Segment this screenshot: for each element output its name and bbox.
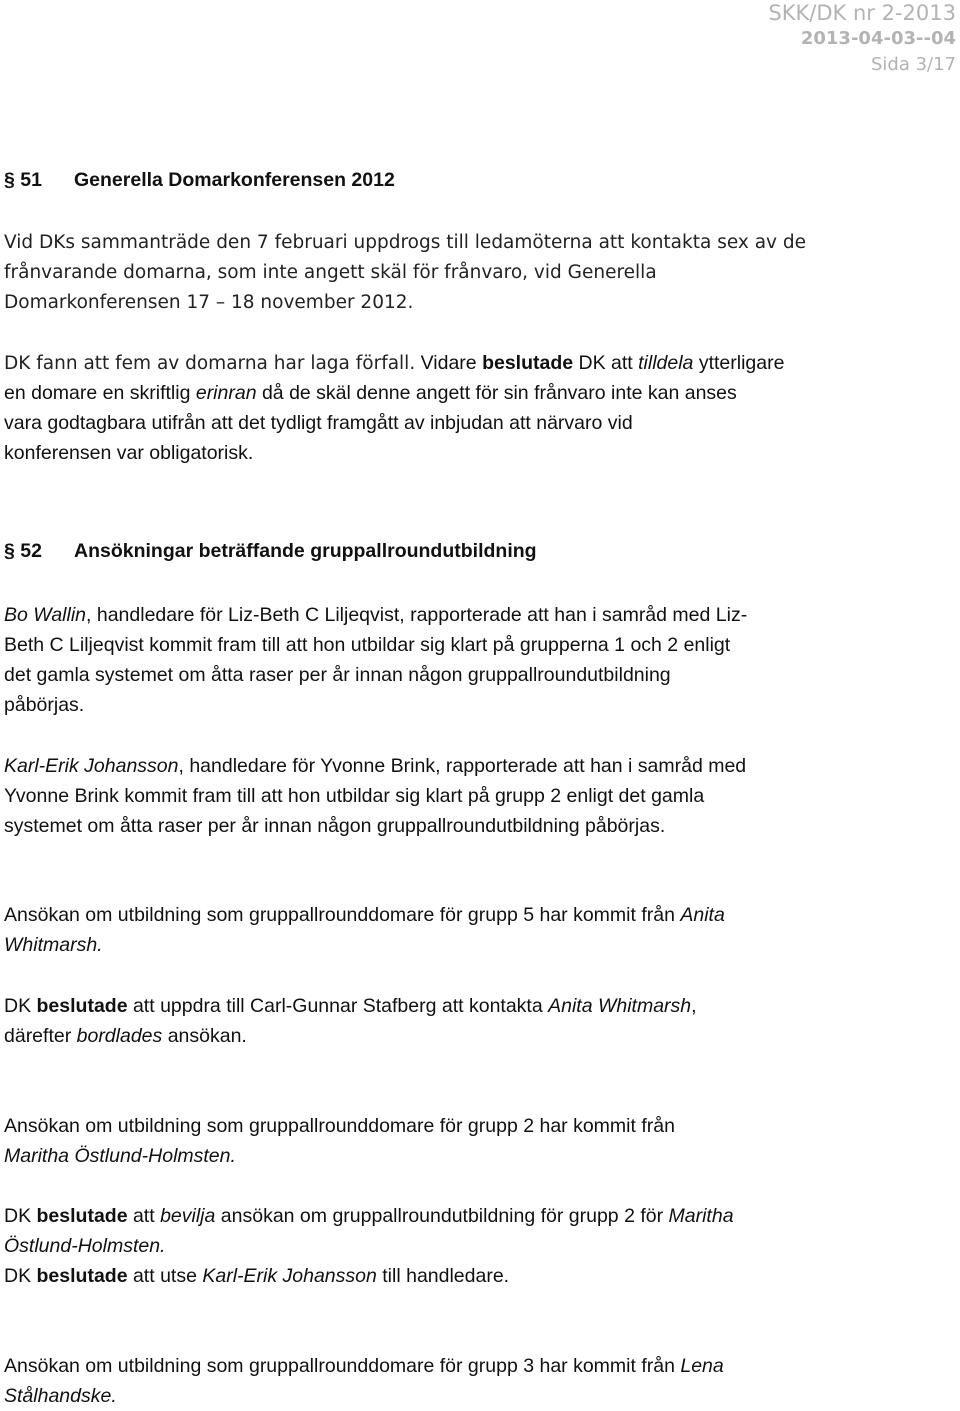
section-52-heading [4, 536, 537, 566]
page-number: Sida 3/17 [870, 54, 956, 75]
section-52-paragraph-6 [4, 1201, 956, 1291]
text-line: Stålhandske. [4, 1385, 117, 1407]
text-line: konferensen var obligatorisk. [4, 442, 254, 464]
text-line: Karl-Erik Johansson, handledare för Yvonne Brink, rapporterade att han i samråd med [4, 755, 747, 777]
text-line: påbörjas. [4, 694, 85, 716]
text-line: DK beslutade att uppdra till Carl-Gunnar Stafberg att kontakta Anita Whitmarsh, [4, 995, 697, 1017]
text-line: Yvonne Brink kommit fram till att hon utbildar sig klart på grupp 2 enligt det gamla [4, 785, 705, 807]
text-line: Vid DKs sammanträde den 7 februari uppdrogs till ledamöterna att kontakta sex av de [4, 232, 807, 253]
section-52-paragraph-2 [4, 751, 956, 841]
text-line: frånvarande domarna, som inte angett skäl för frånvaro, vid Generella [4, 262, 657, 283]
section-number: § 51 [4, 169, 42, 191]
text-line: DK fann att fem av domarna har laga förfall. Vidare beslutade DK att tilldela ytterligare [4, 352, 785, 374]
section-title: Generella Domarkonferensen 2012 [74, 169, 395, 191]
text-line: Maritha Östlund-Holmsten. [4, 1145, 236, 1167]
page-header [768, 0, 956, 78]
section-51-heading [4, 165, 395, 195]
text-line: en domare en skriftlig erinran då de skäl denne angett för sin frånvaro inte kan anses [4, 382, 737, 404]
text-line: DK beslutade att bevilja ansökan om gruppallroundutbildning för grupp 2 för Maritha [4, 1205, 734, 1227]
document-id: SKK/DK nr 2-2013 [768, 1, 956, 25]
section-52-paragraph-3 [4, 900, 956, 960]
text-line: Ansökan om utbildning som gruppallrounddomare för grupp 2 har kommit från [4, 1115, 675, 1137]
section-52-paragraph-1 [4, 600, 956, 720]
text-line: därefter bordlades ansökan. [4, 1025, 247, 1047]
section-52-paragraph-5 [4, 1111, 956, 1171]
text-line: Ansökan om utbildning som gruppallrounddomare för grupp 5 har kommit från Anita [4, 904, 725, 926]
text-line: Domarkonferensen 17 – 18 november 2012. [4, 292, 414, 313]
text-line: Beth C Liljeqvist kommit fram till att hon utbildar sig klart på grupperna 1 och 2 enligt [4, 634, 731, 656]
section-title: Ansökningar beträffande gruppallroundutbildning [74, 540, 537, 562]
section-51-paragraph-1 [4, 228, 956, 318]
text-line: Östlund-Holmsten. [4, 1235, 166, 1257]
text-line: systemet om åtta raser per år innan någon gruppallroundutbildning påbörjas. [4, 815, 666, 837]
text-line: Whitmarsh. [4, 934, 103, 956]
text-line: vara godtagbara utifrån att det tydligt framgått av inbjudan att närvaro vid [4, 412, 633, 434]
text-line: DK beslutade att utse Karl-Erik Johansson till handledare. [4, 1265, 510, 1287]
section-52-paragraph-7 [4, 1351, 956, 1411]
section-52-paragraph-4 [4, 991, 956, 1051]
section-51-paragraph-2 [4, 348, 956, 468]
section-number: § 52 [4, 540, 42, 562]
text-line: det gamla systemet om åtta raser per år innan någon gruppallroundutbildning [4, 664, 671, 686]
document-date: 2013-04-03--04 [800, 28, 956, 49]
text-line: Bo Wallin, handledare för Liz-Beth C Liljeqvist, rapporterade att han i samråd med Liz- [4, 604, 748, 626]
text-line: Ansökan om utbildning som gruppallrounddomare för grupp 3 har kommit från Lena [4, 1355, 724, 1377]
